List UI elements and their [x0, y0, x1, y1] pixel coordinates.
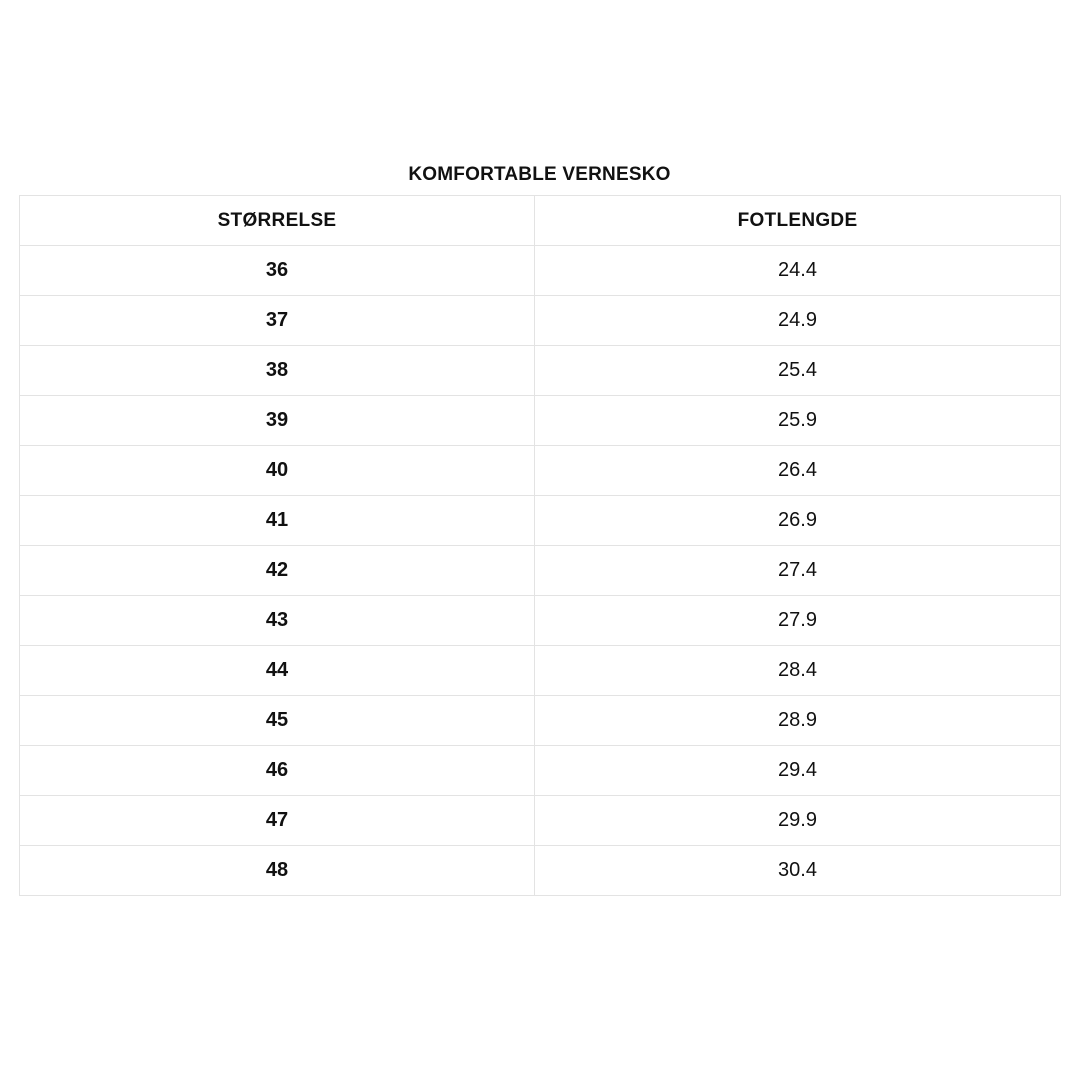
table-header-row	[20, 196, 1061, 246]
table-row	[20, 846, 1061, 896]
table-row	[20, 446, 1061, 496]
foot-length-cell: 28.4	[535, 646, 1061, 696]
table-row	[20, 796, 1061, 846]
foot-length-cell: 28.9	[535, 696, 1061, 746]
size-cell: 46	[20, 746, 535, 796]
size-cell: 38	[20, 346, 535, 396]
foot-length-cell: 25.4	[535, 346, 1061, 396]
size-cell: 43	[20, 596, 535, 646]
foot-length-cell: 25.9	[535, 396, 1061, 446]
column-header-foot-length: FOTLENGDE	[535, 196, 1061, 246]
size-cell: 36	[20, 246, 535, 296]
table-row	[20, 496, 1061, 546]
size-cell: 45	[20, 696, 535, 746]
size-cell: 48	[20, 846, 535, 896]
size-chart	[19, 160, 1060, 896]
table-row	[20, 396, 1061, 446]
table-row	[20, 546, 1061, 596]
foot-length-cell: 30.4	[535, 846, 1061, 896]
table-row	[20, 746, 1061, 796]
chart-title: KOMFORTABLE VERNESKO	[408, 164, 671, 185]
foot-length-cell: 27.4	[535, 546, 1061, 596]
size-cell: 37	[20, 296, 535, 346]
size-cell: 41	[20, 496, 535, 546]
foot-length-cell: 24.9	[535, 296, 1061, 346]
foot-length-cell: 29.9	[535, 796, 1061, 846]
column-header-size: STØRRELSE	[20, 196, 535, 246]
table-body	[20, 246, 1061, 896]
table-row	[20, 246, 1061, 296]
table-row	[20, 596, 1061, 646]
foot-length-cell: 24.4	[535, 246, 1061, 296]
foot-length-cell: 26.9	[535, 496, 1061, 546]
size-cell: 39	[20, 396, 535, 446]
size-cell: 42	[20, 546, 535, 596]
size-table	[19, 195, 1061, 896]
foot-length-cell: 26.4	[535, 446, 1061, 496]
size-cell: 44	[20, 646, 535, 696]
size-cell: 40	[20, 446, 535, 496]
table-row	[20, 646, 1061, 696]
size-cell: 47	[20, 796, 535, 846]
foot-length-cell: 27.9	[535, 596, 1061, 646]
table-row	[20, 296, 1061, 346]
table-row	[20, 346, 1061, 396]
table-row	[20, 696, 1061, 746]
foot-length-cell: 29.4	[535, 746, 1061, 796]
